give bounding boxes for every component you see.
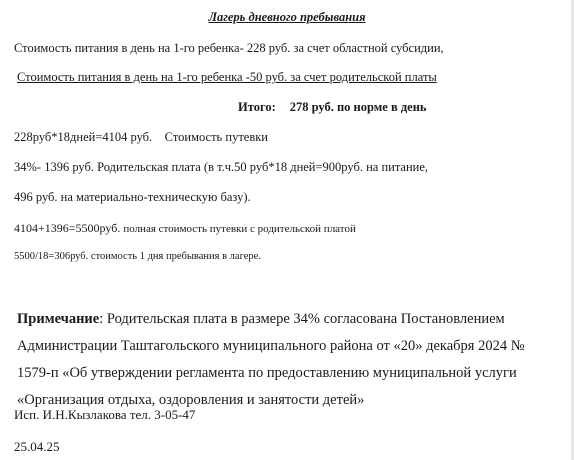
total-value: 278 руб. по норме в день <box>289 100 427 114</box>
document-date: 25.04.25 <box>14 439 60 454</box>
note-paragraph <box>17 306 557 414</box>
note-line-2: Администрации Таштагольского муниципального района от «20» декабря 2024 № <box>17 338 525 354</box>
note-line-1 <box>17 306 557 333</box>
regional-subsidy-line: Стоимость питания в день на 1-го ребенка- 228 руб. за счет областной субсидии, <box>14 41 444 55</box>
full-cost-line <box>14 221 356 236</box>
parental-fee-line: Стоимость питания в день на 1-го ребенка -50 руб. за счет родительской платы <box>17 70 437 84</box>
voucher-calc-line <box>14 130 268 145</box>
parent-calc-line-2: 496 руб. на материально-техническую базу). <box>14 190 251 204</box>
note-line-4: «Организация отдыха, оздоровления и занятости детей» <box>17 392 365 408</box>
voucher-calc-label: Стоимость путевки <box>164 130 268 144</box>
daily-cost-line: 5500/18=306руб. стоимость 1 дня пребывания в лагере. <box>14 251 261 262</box>
total-line <box>238 100 427 115</box>
total-label: Итого: <box>238 100 276 114</box>
note-label: Примечание <box>17 311 100 327</box>
full-cost-value: 4104+1396=5500руб. <box>14 221 121 235</box>
executor-line: Исп. И.Н.Кызлакова тел. 3-05-47 <box>14 407 196 422</box>
note-line-3: 1579-п «Об утверждении регламента по предоставлению муниципальной услуги <box>17 365 517 381</box>
voucher-calc-value: 228руб*18дней=4104 руб. <box>14 130 153 144</box>
document-title: Лагерь дневного пребывания <box>208 10 366 24</box>
note-line-1-text: : Родительская плата в размере 34% согласована Постановлением <box>99 311 505 327</box>
full-cost-label: полная стоимость путевки с родительской платой <box>123 223 356 235</box>
parent-calc-line-1: 34%- 1396 руб. Родительская плата (в т.ч.50 руб*18 дней=900руб. на питание, <box>14 160 429 174</box>
